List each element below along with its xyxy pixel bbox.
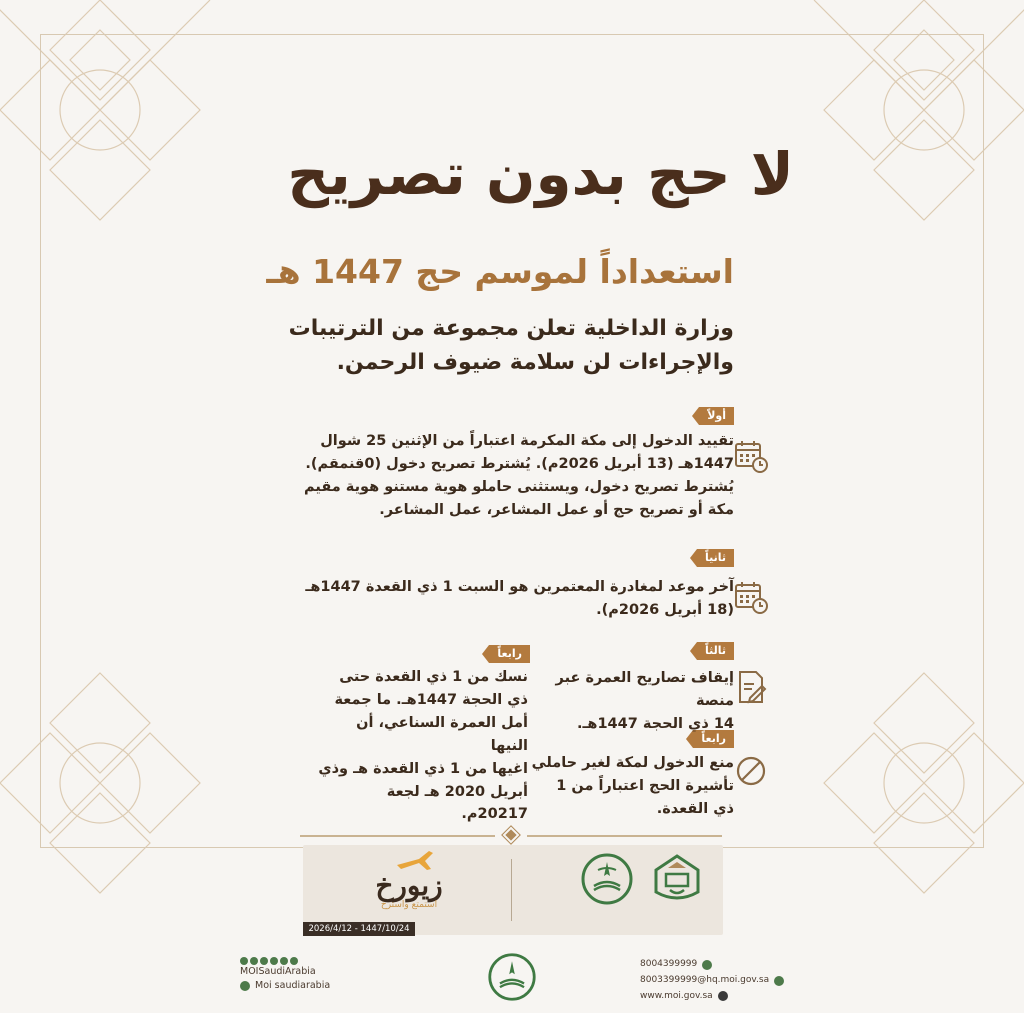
item-tag: رابعاً: [693, 730, 734, 748]
item-text: منع الدخول لمكة لغير حاملي تأشيرة الحج اعتباراً من 1 ذي القعدة.: [531, 755, 734, 817]
ministry-logo-icon: [650, 852, 704, 906]
saudi-emblem-icon: [487, 952, 537, 1002]
page-subtitle: استعداداً لموسم حج 1447 هـ: [266, 252, 734, 291]
social-icon[interactable]: [270, 957, 278, 965]
social-icon[interactable]: [240, 957, 248, 965]
social-icon[interactable]: [290, 957, 298, 965]
document-edit-icon: [732, 668, 770, 706]
saudi-emblem-icon: [580, 852, 634, 906]
item-tag: أولاً: [699, 407, 734, 425]
item-text: إيقاف تصاريح العمرة عبر منصة 14 ذي الحجة 1447هـ.: [555, 670, 734, 732]
email-icon: [774, 976, 784, 986]
social-icon[interactable]: [250, 957, 258, 965]
item-tag: ثانياً: [697, 549, 734, 567]
page-title: لا حج بدون تصريح: [287, 140, 794, 208]
plane-icon: [395, 847, 435, 875]
item-text: آخر موعد لمغادرة المعتمرين هو السبت 1 ذي القعدة 1447هـ (18 أبريل 2026م).: [305, 579, 734, 618]
social-handle-secondary[interactable]: Moi saudiarabia: [255, 979, 331, 991]
divider-line: [511, 859, 512, 921]
brand-logo: زيورخ استمتع واسترخ: [375, 869, 443, 910]
divider-line: [300, 835, 495, 837]
intro-text: وزارة الداخلية تعلن مجموعة من الترتيبات والإجراءات لن سلامة ضيوف الرحمن.: [288, 316, 734, 376]
phone-number[interactable]: 8004399999: [640, 959, 698, 969]
prohibited-icon: [732, 752, 770, 790]
globe-icon: [718, 991, 728, 1001]
snapchat-icon: [240, 981, 250, 991]
website-link[interactable]: www.moi.gov.sa: [640, 990, 713, 1001]
social-icon[interactable]: [260, 957, 268, 965]
phone-icon: [702, 960, 712, 970]
calendar-icon: [732, 578, 770, 616]
item-text: نسك من 1 ذي القعدة حتى ذي الحجة 1447هـ. ما جمعة أمل العمرة السناعي، أن النيها اغيها من 1 ذي القعدة هـ وذي أبريل 2020 هـ لجعة 20217م.: [318, 669, 528, 823]
calendar-icon: [732, 437, 770, 475]
divider-line: [527, 835, 722, 837]
social-handle[interactable]: MOISaudiArabia: [240, 966, 316, 977]
item-text: تقييد الدخول إلى مكة المكرمة اعتباراً من الإثنين 25 شوال 1447هـ (13 أبريل 2026م). يُشترط تصريح دخول (0قنمقم). يُشترط تصريح دخول، ويستثنى حاملو هوية مستنو هوية مقيم مكة أو تصريح حج أو عمل المشاعر، عمل المشاعر.: [304, 433, 734, 518]
email-link[interactable]: 8003399999@hq.moi.gov.sa: [640, 974, 770, 985]
item-tag: ثالثاً: [697, 642, 734, 660]
contact-footer: [640, 957, 784, 1004]
date-range-bar: 2026/4/12 - 1447/10/24: [303, 922, 415, 936]
social-icons: [240, 957, 330, 965]
social-icon[interactable]: [280, 957, 288, 965]
social-footer: [240, 957, 330, 993]
item-tag: رابعاً: [489, 645, 530, 663]
